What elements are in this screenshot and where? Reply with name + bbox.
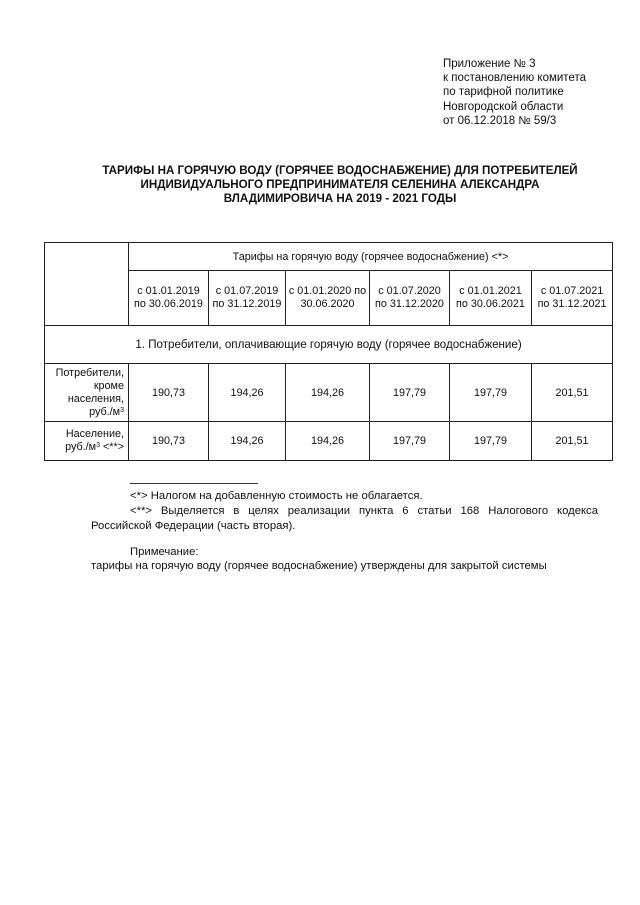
value-cell: 197,79 (370, 364, 450, 422)
footnote-2: <**> Выделяется в целях реализации пункта 6 статьи 168 Налогового кодекса Российской Федерации (часть вторая). (91, 505, 598, 532)
title-line: ИНДИВИДУАЛЬНОГО ПРЕДПРИНИМАТЕЛЯ СЕЛЕНИНА АЛЕКСАНДРА (140, 178, 540, 192)
row-label-line: Потребители, (55, 366, 124, 379)
period-from: с 01.01.2020 по (288, 285, 367, 297)
period-cell (286, 271, 370, 326)
period-from: с 01.01.2021 (459, 285, 522, 297)
value-cell: 201,51 (532, 422, 613, 461)
value-cell: 194,26 (286, 422, 370, 461)
period-to: по 31.12.2019 (212, 298, 282, 310)
tariff-table (44, 242, 613, 461)
period-to: по 30.06.2019 (134, 298, 203, 310)
value-cell: 197,79 (450, 364, 532, 422)
title-line: ВЛАДИМИРОВИЧА НА 2019 - 2021 ГОДЫ (223, 192, 457, 206)
appendix-block (443, 57, 586, 128)
table-header: Тарифы на горячую воду (горячее водоснабжение) <*> (129, 243, 613, 271)
value-cell: 201,51 (532, 364, 613, 422)
title-line: ТАРИФЫ НА ГОРЯЧУЮ ВОДУ (ГОРЯЧЕЕ ВОДОСНАБЖЕНИЕ) ДЛЯ ПОТРЕБИТЕЛЕЙ (102, 164, 578, 177)
row-label-line: кроме (93, 379, 124, 392)
period-cell (209, 271, 286, 326)
table-row (45, 364, 613, 422)
row-label (45, 364, 129, 422)
period-from: с 01.07.2020 (378, 285, 441, 297)
period-cell (129, 271, 209, 326)
value-cell: 190,73 (129, 422, 209, 461)
unit-superscript: 3 (96, 442, 100, 449)
period-from: с 01.01.2019 (137, 285, 200, 297)
period-cell (370, 271, 450, 326)
appendix-line: по тарифной политике (443, 86, 564, 99)
unit-superscript: 3 (120, 406, 124, 414)
appendix-line: от 06.12.2018 № 59/3 (443, 114, 557, 127)
row-label-footnote-mark: <**> (99, 441, 124, 453)
table-row (45, 422, 613, 461)
row-label-line: населения, (67, 392, 124, 405)
value-cell: 190,73 (129, 364, 209, 422)
appendix-line: к постановлению комитета (443, 72, 586, 85)
row-label (45, 422, 129, 461)
value-cell: 194,26 (286, 364, 370, 422)
period-to: по 30.06.2021 (456, 298, 525, 310)
footnote-1: <*> Налогом на добавленную стоимость не облагается. (130, 490, 423, 502)
period-cell (450, 271, 532, 326)
period-to: по 31.12.2020 (375, 298, 444, 310)
value-cell: 194,26 (209, 422, 286, 461)
appendix-line: Приложение № 3 (443, 58, 536, 70)
row-label-unit: руб./м (65, 441, 97, 453)
period-to: 30.06.2020 (300, 298, 355, 310)
value-cell: 197,79 (370, 422, 450, 461)
period-from: с 01.07.2021 (540, 285, 604, 297)
row-label-unit: руб./м (89, 405, 121, 418)
appendix-line: Новгородской области (443, 100, 564, 113)
corner-cell (45, 243, 129, 326)
period-cell (532, 271, 613, 326)
period-from: с 01.07.2019 (215, 285, 279, 297)
document-title (60, 164, 620, 207)
period-to: по 31.12.2021 (537, 298, 607, 310)
row-label-line: Население, (65, 428, 124, 440)
footnote-separator (130, 483, 258, 484)
section-heading: 1. Потребители, оплачивающие горячую воду (горячее водоснабжение) (45, 326, 613, 364)
note-title: Примечание: (130, 546, 199, 558)
note-text: тарифы на горячую воду (горячее водоснабжение) утверждены для закрытой системы (91, 560, 547, 572)
value-cell: 197,79 (450, 422, 532, 461)
value-cell: 194,26 (209, 364, 286, 422)
